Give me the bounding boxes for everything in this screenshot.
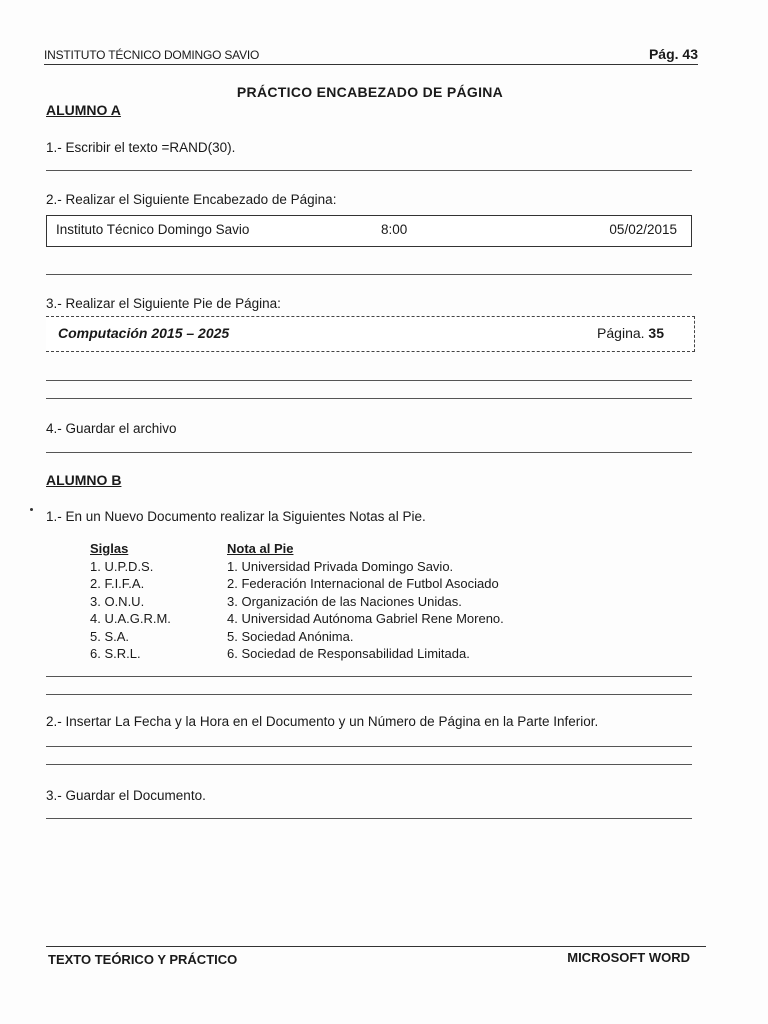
answer-line <box>46 170 692 171</box>
answer-line <box>46 746 692 747</box>
header-page-number: Pág. 43 <box>648 46 698 62</box>
header-example-date: 05/02/2015 <box>609 222 677 237</box>
footer-example-page <box>597 325 664 341</box>
page-title: PRÁCTICO ENCABEZADO DE PÁGINA <box>236 84 504 100</box>
answer-line <box>46 452 692 453</box>
table-row-sigla: 5. S.A. <box>90 628 130 644</box>
header-example-time: 8:00 <box>381 222 408 237</box>
footer-right-text: MICROSOFT WORD <box>567 950 690 965</box>
alumno-a-step1: 1.- Escribir el texto =RAND(30). <box>46 140 236 155</box>
alumno-b-step2: 2.- Insertar La Fecha y la Hora en el Documento y un Número de Página en la Parte Inferior. <box>46 714 599 729</box>
table-row-nota: 3. Organización de las Naciones Unidas. <box>227 593 462 609</box>
table-row-sigla: 1. U.P.D.S. <box>90 558 154 574</box>
table-row-nota: 1. Universidad Privada Domingo Savio. <box>227 558 454 574</box>
alumno-a-step4: 4.- Guardar el archivo <box>46 421 177 436</box>
table-row-sigla: 6. S.R.L. <box>90 646 141 661</box>
table-row-nota: 2. Federación Internacional de Futbol Asociado <box>227 576 499 591</box>
table-row-nota: 4. Universidad Autónoma Gabriel Rene Moreno. <box>227 611 504 626</box>
alumno-a-step3: 3.- Realizar el Siguiente Pie de Página: <box>46 296 281 311</box>
table-row-nota: 6. Sociedad de Responsabilidad Limitada. <box>227 646 470 661</box>
alumno-b-step1: 1.- En un Nuevo Documento realizar la Siguientes Notas al Pie. <box>46 509 426 524</box>
footer-rule <box>46 946 706 947</box>
answer-line <box>46 380 692 381</box>
alumno-a-step2: 2.- Realizar el Siguiente Encabezado de Página: <box>46 192 337 207</box>
footer-left-text: TEXTO TEÓRICO Y PRÁCTICO <box>48 952 238 967</box>
answer-line <box>46 274 692 275</box>
scan-speck <box>30 508 33 511</box>
alumno-b-step3: 3.- Guardar el Documento. <box>46 788 206 803</box>
footer-example-box <box>46 316 695 352</box>
answer-line <box>46 676 692 677</box>
footnotes-header-siglas: Siglas <box>90 541 129 556</box>
footer-example-page-label: Página. <box>597 325 645 341</box>
header-example-box <box>46 215 692 247</box>
footer-example-page-number: 35 <box>648 325 664 341</box>
table-row-sigla: 2. F.I.F.A. <box>90 576 145 591</box>
header-example-left: Instituto Técnico Domingo Savio <box>56 222 250 237</box>
table-row-sigla: 3. O.N.U. <box>90 593 145 609</box>
footer-example-left: Computación 2015 – 2025 <box>58 325 230 341</box>
footnotes-header-nota: Nota al Pie <box>227 541 294 556</box>
answer-line <box>46 398 692 399</box>
table-row-nota: 5. Sociedad Anónima. <box>227 628 354 644</box>
header-rule <box>44 64 698 65</box>
header-institution: INSTITUTO TÉCNICO DOMINGO SAVIO <box>44 48 260 62</box>
answer-line <box>46 764 692 765</box>
answer-line <box>46 818 692 819</box>
table-row-sigla: 4. U.A.G.R.M. <box>90 611 171 626</box>
section-alumno-a-heading: ALUMNO A <box>46 102 121 118</box>
answer-line <box>46 694 692 695</box>
section-alumno-b-heading: ALUMNO B <box>46 472 122 488</box>
